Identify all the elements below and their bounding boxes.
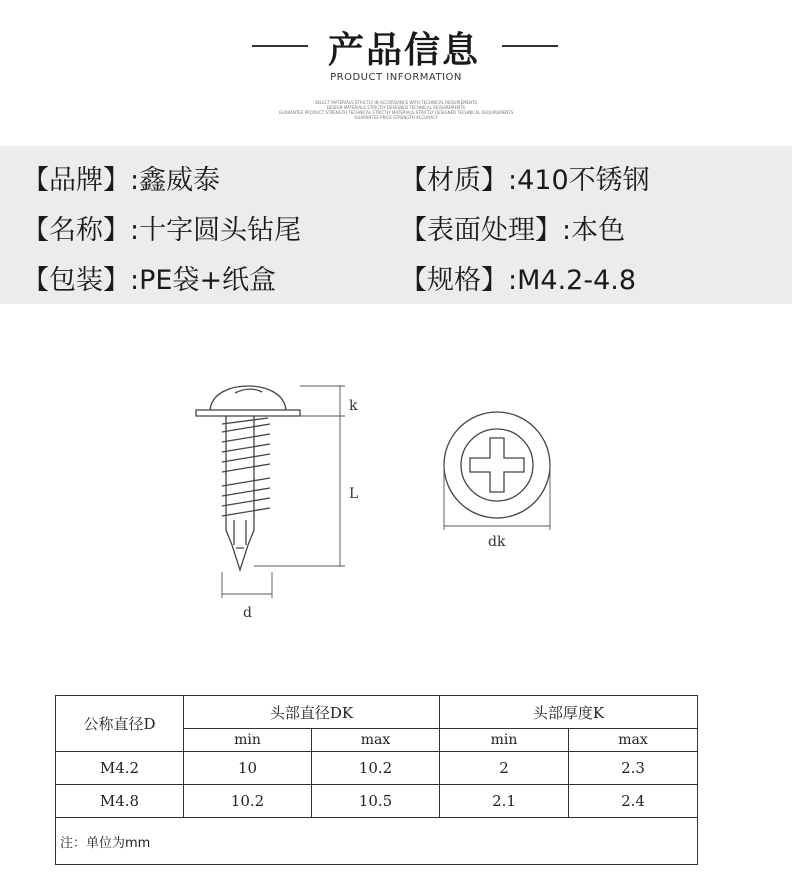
fineprint-line: DESIGN MATERIALS STRICTLY DESIGNED TECHNICAL REQUIREMENTS [327, 105, 465, 110]
top-view-outer-circle [444, 412, 550, 518]
header-k-max: max [569, 729, 698, 752]
fineprint-line: GUARANTEE PRICE STRENGTH ACCURACY [354, 115, 438, 120]
product-info-band [0, 146, 792, 304]
header [0, 0, 792, 140]
top-dimension-lines [444, 465, 550, 530]
page-title: 产品信息 [327, 30, 480, 71]
info-material: 【材质】:410不锈钢 [400, 165, 650, 196]
screw-drill-tip [234, 520, 246, 548]
header-k-min: min [440, 729, 569, 752]
info-name: 【名称】:十字圆头钻尾 [22, 215, 302, 246]
fineprint [0, 100, 792, 120]
fineprint-line: GUARANTEE PRODUCT STRENGTH TECHNICAL STRICTLY MATERIALS STRICTLY DESIGNED TECHNICAL REQUIREMENTS [278, 110, 514, 115]
screw-technical-drawing [0, 340, 792, 640]
cell-k-min: 2 [440, 752, 569, 785]
screw-side-view [196, 386, 300, 570]
top-view-inner-circle [461, 429, 533, 501]
dimension-d [222, 572, 272, 598]
info-spec: 【规格】:M4.2-4.8 [400, 265, 637, 296]
info-surface: 【表面处理】:本色 [400, 215, 626, 246]
header-head-diameter: 头部直径DK [184, 696, 440, 729]
cell-dk-max: 10.2 [312, 752, 440, 785]
label-k: k [349, 398, 358, 414]
title-divider-right [502, 45, 558, 47]
screw-flange [196, 410, 300, 416]
label-d: d [243, 605, 252, 621]
dimension-dk [444, 465, 550, 530]
phillips-cross-recess [470, 438, 524, 492]
spec-table [55, 695, 698, 865]
table-row [56, 752, 698, 785]
header-dk-min: min [184, 729, 312, 752]
fineprint-line: SELECT MATERIALS STRICTLY IN ACCORDANCE WITH TECHNICAL REQUIREMENTS [314, 100, 478, 105]
side-dimension-lines [222, 386, 345, 598]
info-package: 【包装】:PE袋+纸盒 [22, 265, 277, 296]
screw-head-highlight [235, 389, 262, 393]
cell-k-max: 2.4 [569, 785, 698, 818]
cell-d: M4.8 [56, 785, 184, 818]
table-row [56, 785, 698, 818]
cell-dk-min: 10.2 [184, 785, 312, 818]
unit-note: 注：单位为mm [56, 818, 698, 865]
cell-d: M4.2 [56, 752, 184, 785]
page-subtitle: PRODUCT INFORMATION [330, 72, 462, 83]
cell-dk-min: 10 [184, 752, 312, 785]
table-header-row [56, 696, 698, 729]
cell-k-max: 2.3 [569, 752, 698, 785]
cell-dk-max: 10.5 [312, 785, 440, 818]
header-dk-max: max [312, 729, 440, 752]
info-brand: 【品牌】:鑫威泰 [22, 165, 221, 196]
header-head-thickness: 头部厚度K [440, 696, 698, 729]
screw-top-view [444, 412, 550, 518]
header-nominal-diameter: 公称直径D [56, 696, 184, 752]
table-note-row [56, 818, 698, 865]
label-dk: dk [488, 534, 506, 550]
label-L: L [349, 486, 359, 502]
screw-threads [222, 418, 270, 516]
cell-k-min: 2.1 [440, 785, 569, 818]
